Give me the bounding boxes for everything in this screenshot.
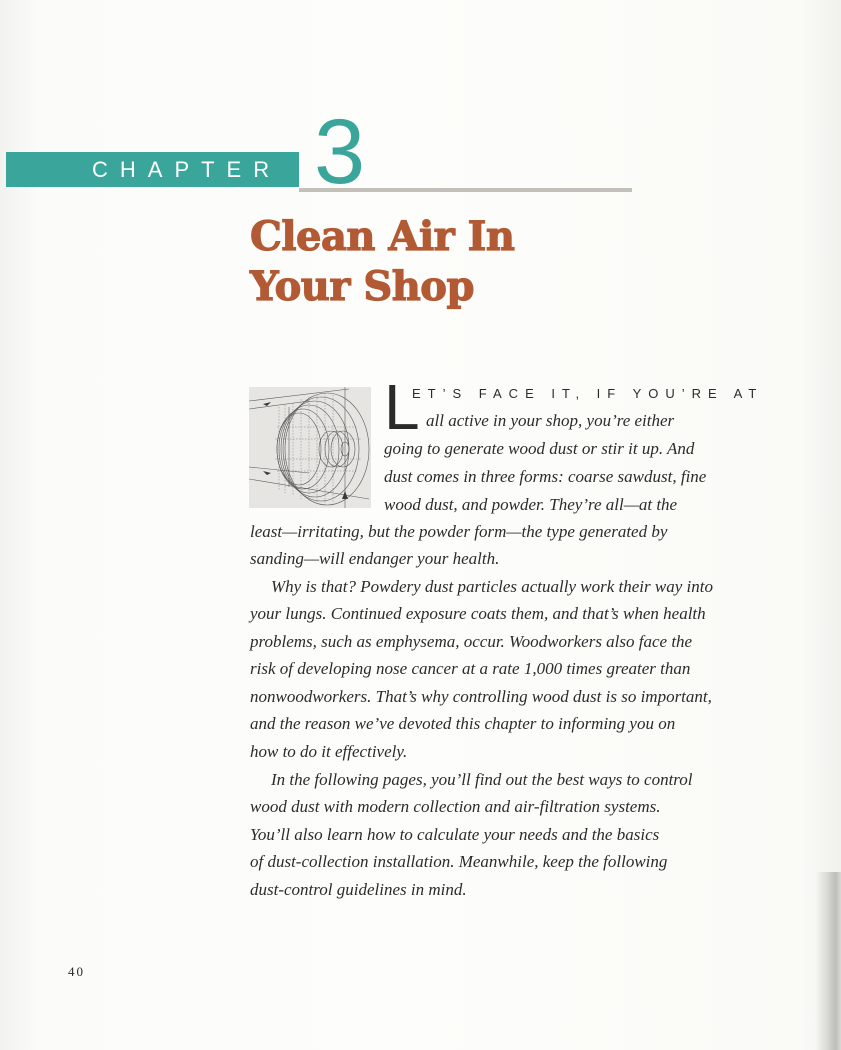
body-line: wood dust, and powder. They’re all—at the <box>384 495 678 514</box>
body-line: problems, such as emphysema, occur. Woodworkers also face the <box>250 632 693 651</box>
lead-in-caps: ET’S FACE IT, IF YOU’RE AT <box>412 386 764 401</box>
body-line: going to generate wood dust or stir it up. And <box>384 439 695 458</box>
body-line: Why is that? Powdery dust particles actually work their way into <box>271 577 713 596</box>
page-number: 40 <box>68 964 85 979</box>
body-line: of dust-collection installation. Meanwhile, keep the following <box>250 852 668 871</box>
chapter-title-line-1: Clean Air In <box>250 213 515 260</box>
page-edge-shadow <box>814 872 841 1050</box>
body-line: You’ll also learn how to calculate your needs and the basics <box>250 825 660 844</box>
body-line: nonwoodworkers. That’s why controlling wood dust is so important, <box>250 687 712 706</box>
drop-cap: L <box>384 371 420 443</box>
body-line: how to do it effectively. <box>250 742 408 761</box>
body-line: dust comes in three forms: coarse sawdust, fine <box>384 467 707 486</box>
body-line: sanding—will endanger your health. <box>250 549 500 568</box>
chapter-title-line-2: Your Shop <box>250 263 474 310</box>
body-line: and the reason we’ve devoted this chapter to informing you on <box>250 714 676 733</box>
body-line: wood dust with modern collection and air-filtration systems. <box>250 797 661 816</box>
body-line: dust-control guidelines in mind. <box>250 880 467 899</box>
body-line: risk of developing nose cancer at a rate 1,000 times greater than <box>250 659 691 678</box>
body-line: all active in your shop, you’re either <box>426 411 675 430</box>
dust-collector-fan-wireframe-icon <box>249 387 371 508</box>
chapter-number: 3 <box>314 101 366 203</box>
chapter-title <box>250 212 730 312</box>
chapter-label: CHAPTER <box>92 157 282 182</box>
body-line: In the following pages, you’ll find out the best ways to control <box>271 770 693 789</box>
body-line: least—irritating, but the powder form—the type generated by <box>250 522 668 541</box>
body-line: your lungs. Continued exposure coats them, and that’s when health <box>250 604 706 623</box>
